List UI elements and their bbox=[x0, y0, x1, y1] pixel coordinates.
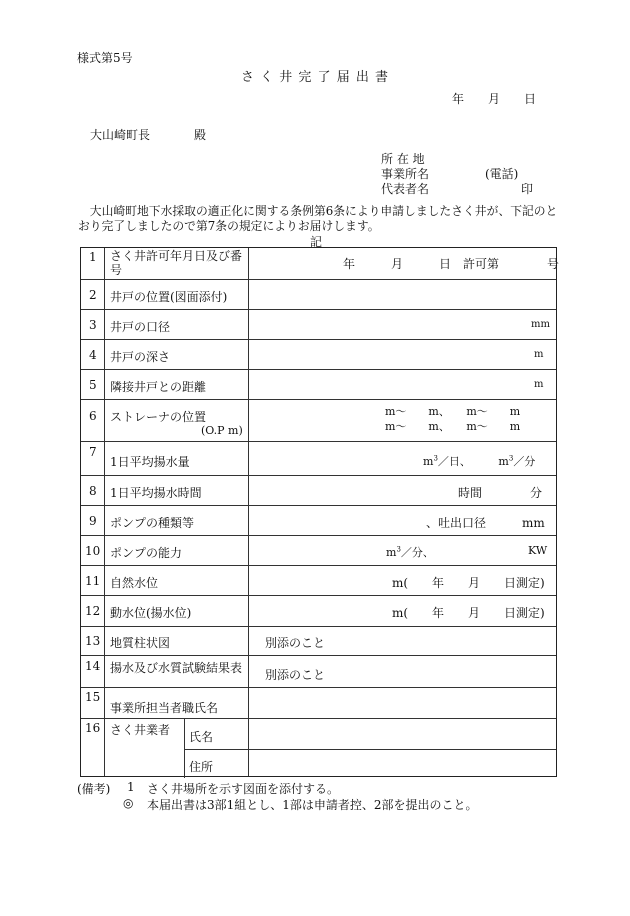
row-label: ポンプの能力 bbox=[110, 546, 183, 560]
row-label: 1日平均揚水量 bbox=[110, 455, 190, 469]
row-value: mm bbox=[531, 319, 550, 330]
row-label: 井戸の口径 bbox=[110, 320, 171, 334]
unit-text: ／分 bbox=[513, 455, 536, 468]
honorific: 殿 bbox=[194, 128, 207, 142]
body-text-line1: 大山崎町地下水採取の適正化に関する条例第6条により申請しましたさく井が、下記のと bbox=[78, 204, 558, 218]
table-row bbox=[81, 441, 556, 475]
table-row bbox=[81, 626, 556, 655]
table-row bbox=[81, 655, 556, 687]
row-value: m( 年 月 日測定) bbox=[392, 576, 545, 590]
row-label: 事業所担当者職氏名 bbox=[110, 701, 219, 715]
row-label: さく井業者 bbox=[110, 723, 171, 737]
row-no: 16 bbox=[85, 721, 101, 735]
contractor-name-label: 氏名 bbox=[189, 730, 214, 744]
row-label: 井戸の深さ bbox=[110, 350, 171, 364]
row-value-kw: KW bbox=[528, 544, 548, 557]
seal-mark: 印 bbox=[521, 182, 534, 196]
row-label: 井戸の位置(図面添付) bbox=[110, 290, 228, 304]
address-label: 所 在 地 bbox=[381, 152, 425, 166]
note1-text: さく井場所を示す図面を添付する。 bbox=[147, 782, 340, 796]
row-no: 9 bbox=[89, 514, 97, 528]
superscript: 3 bbox=[433, 454, 438, 463]
table-row bbox=[81, 535, 556, 565]
row-no: 13 bbox=[85, 634, 101, 648]
rep-label: 代表者名 bbox=[381, 182, 430, 196]
row-no: 7 bbox=[89, 445, 97, 459]
row-value bbox=[386, 544, 434, 560]
row-no: 2 bbox=[89, 288, 97, 302]
table-row bbox=[81, 718, 556, 778]
unit-text: ／分、 bbox=[400, 546, 434, 559]
row-no: 15 bbox=[85, 690, 101, 704]
row-no: 11 bbox=[85, 574, 101, 588]
phone-label: (電話) bbox=[485, 167, 519, 181]
table-row bbox=[81, 475, 556, 505]
row-label: 地質柱状図 bbox=[110, 636, 171, 650]
row-value: 別添のこと bbox=[265, 668, 326, 682]
notes-label: (備考) bbox=[77, 782, 111, 796]
row-no: 14 bbox=[85, 659, 101, 673]
row-no: 8 bbox=[89, 484, 97, 498]
row-no: 6 bbox=[89, 409, 97, 423]
row-value: 、吐出口径 mm bbox=[426, 516, 545, 530]
table-row bbox=[81, 595, 556, 626]
superscript: 3 bbox=[508, 454, 514, 463]
row-value: m bbox=[534, 349, 544, 360]
row-no: 10 bbox=[85, 544, 101, 558]
row-no: 5 bbox=[89, 378, 97, 392]
row-label: 揚水及び水質試験結果表 bbox=[110, 661, 243, 675]
row-label: 自然水位 bbox=[110, 576, 159, 590]
completion-table bbox=[80, 247, 560, 777]
table-row bbox=[81, 687, 556, 718]
table-row bbox=[81, 248, 560, 279]
table-row bbox=[81, 369, 556, 399]
table-row bbox=[81, 339, 556, 369]
row-no: 1 bbox=[89, 250, 97, 264]
body-text-line2: おり完了しましたので第7条の規定によりお届けします。 bbox=[78, 219, 380, 233]
row-label: 隣接井戸との距離 bbox=[110, 380, 207, 394]
row-sublabel: (O.P m) bbox=[201, 424, 243, 437]
form-number: 様式第5号 bbox=[77, 51, 133, 65]
unit-text: ／日、 m bbox=[437, 455, 509, 468]
unit-m: m bbox=[423, 455, 434, 468]
table-row bbox=[81, 309, 556, 339]
row-value bbox=[423, 453, 535, 469]
row-label: 1日平均揚水時間 bbox=[110, 486, 202, 500]
row-value: 時間 分 bbox=[458, 486, 543, 500]
row-label: ポンプの種類等 bbox=[110, 516, 195, 530]
table-row bbox=[81, 565, 556, 595]
row-no: 12 bbox=[85, 604, 101, 618]
addressee: 大山崎町長 bbox=[90, 128, 151, 142]
row-value: m bbox=[534, 379, 544, 390]
superscript: 3 bbox=[396, 545, 401, 554]
table-row bbox=[81, 279, 556, 309]
note2-text: 本届出書は3部1組とし、1部は申請者控、2部を提出のこと。 bbox=[147, 798, 478, 812]
row-value: m～ m、 m～ m bbox=[385, 405, 521, 418]
row-no: 4 bbox=[89, 348, 97, 362]
row-value: m( 年 月 日測定) bbox=[392, 606, 545, 620]
date-line: 年 月 日 bbox=[452, 92, 537, 106]
row-value: m～ m、 m～ m bbox=[385, 420, 521, 433]
table-row bbox=[81, 399, 556, 441]
office-label: 事業所名 bbox=[381, 167, 430, 181]
row-label: 動水位(揚水位) bbox=[110, 606, 192, 620]
unit-m: m bbox=[386, 546, 397, 559]
table-row bbox=[81, 505, 556, 535]
contractor-address-label: 住所 bbox=[189, 760, 214, 774]
note1-mark: 1 bbox=[127, 780, 135, 794]
form-title: さ く 井 完 了 届 出 書 bbox=[241, 70, 389, 85]
note2-mark: ◎ bbox=[123, 796, 134, 810]
row-label: ストレーナの位置 bbox=[110, 410, 207, 424]
row-label: さく井許可年月日及び番号 bbox=[110, 249, 243, 277]
row-no: 3 bbox=[89, 318, 97, 332]
row-value: 年 月 日 許可第 号 bbox=[343, 257, 560, 271]
ki-mark: 記 bbox=[310, 235, 323, 249]
row-value: 別添のこと bbox=[265, 636, 326, 650]
